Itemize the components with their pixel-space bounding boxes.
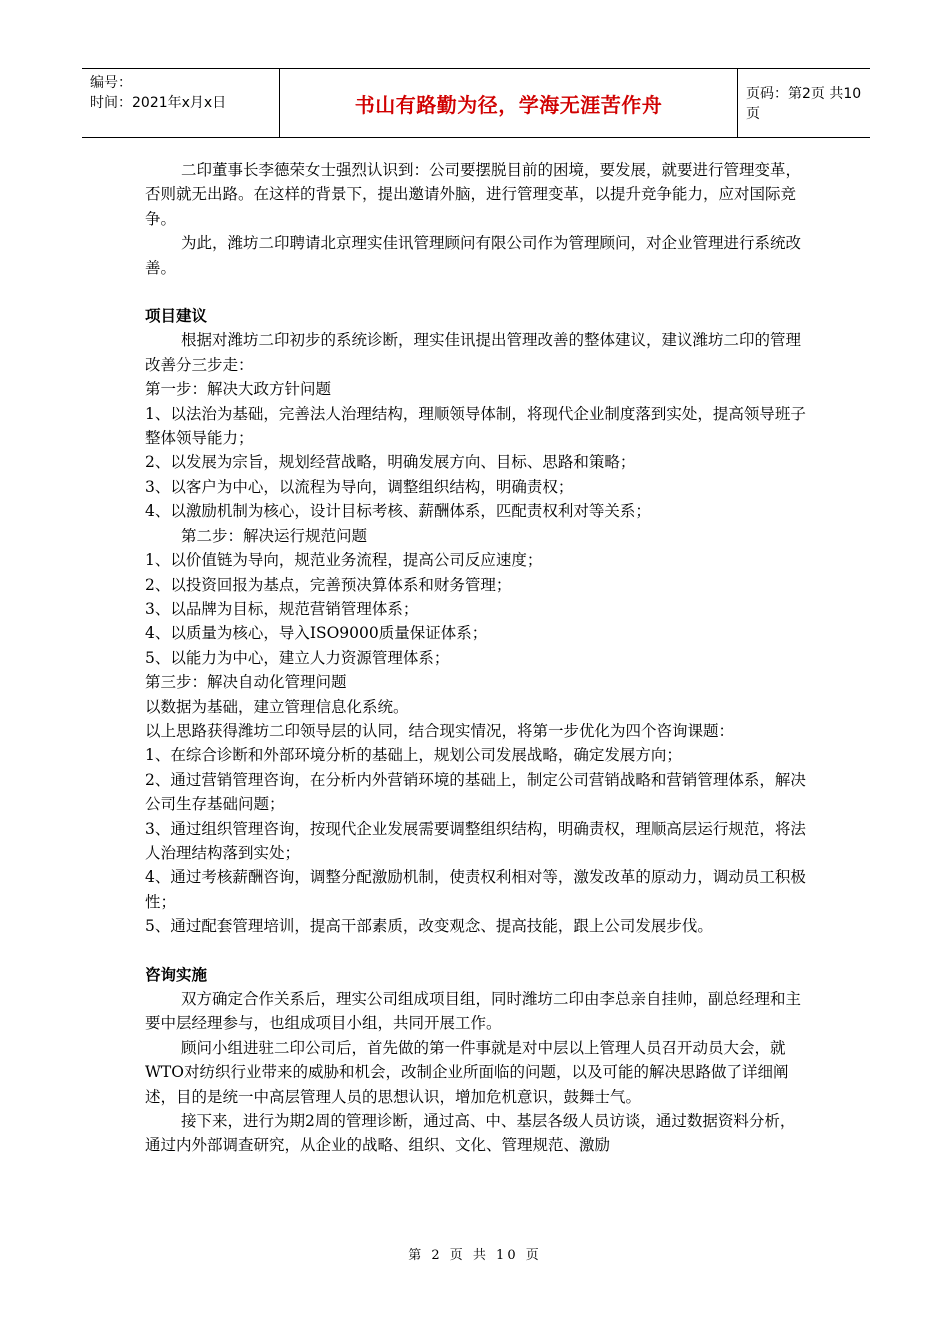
step-title: 第二步：解决运行规范问题 [181, 526, 368, 545]
doc-number-label: 编号： [90, 75, 132, 91]
list-item: 5、通过配套管理培训，提高干部素质，改变观念、提高技能，跟上公司发展步伐。 [145, 917, 713, 936]
paragraph: 顾问小组进驻二印公司后，首先做的第一件事就是对中层以上管理人员召开动员大会，就WTO对纺织行业带来的威胁和机会，改制企业所面临的问题，以及可能的解决思路做了详细阐述，目的是统一中高层管理人员的思想认识，增加危机意识，鼓舞士气。 [145, 1038, 789, 1106]
step-title: 第一步：解决大政方针问题 [145, 380, 332, 399]
list-item: 3、以客户为中心，以流程为导向，调整组织结构，明确责权； [145, 477, 574, 496]
list-item: 4、以质量为核心，导入ISO9000质量保证体系； [145, 624, 488, 643]
list-item: 3、以品牌为目标，规范营销管理体系； [145, 599, 419, 618]
header-page-number: 页码：第2页 共10页 [746, 86, 862, 122]
list-item: 4、以激励机制为核心，设计目标考核、薪酬体系，匹配责权利对等关系； [145, 502, 651, 521]
paragraph: 为此，潍坊二印聘请北京理实佳讯管理顾问有限公司作为管理顾问，对企业管理进行系统改善。 [145, 234, 802, 277]
document-body [145, 158, 807, 1158]
section-heading-implementation: 咨询实施 [145, 965, 208, 984]
doc-date-label: 时间：2021年x月x日 [90, 95, 227, 111]
paragraph: 根据对潍坊二印初步的系统诊断，理实佳讯提出管理改善的整体建议，建议潍坊二印的管理改善分三步走： [145, 331, 802, 374]
list-item: 1、在综合诊断和外部环境分析的基础上，规划公司发展战略，确定发展方向； [145, 746, 682, 765]
paragraph: 以上思路获得潍坊二印领导层的认同，结合现实情况，将第一步优化为四个咨询课题： [145, 721, 735, 740]
list-item: 1、以法治为基础，完善法人治理结构，理顺领导体制，将现代企业制度落到实处，提高领导班子整体领导能力； [145, 404, 806, 448]
paragraph: 双方确定合作关系后，理实公司组成项目组，同时潍坊二印由李总亲自挂帅，副总经理和主要中层经理参与，也组成项目小组，共同开展工作。 [145, 990, 802, 1033]
paragraph: 以数据为基础，建立管理信息化系统。 [145, 697, 409, 716]
page-header [82, 68, 870, 138]
list-item: 1、以价值链为导向，规范业务流程，提高公司反应速度； [145, 551, 543, 570]
list-item: 2、以发展为宗旨，规划经营战略，明确发展方向、目标、思路和策略； [145, 453, 636, 472]
section-heading-proposal: 项目建议 [145, 307, 208, 326]
spacer [145, 939, 807, 963]
list-item: 2、以投资回报为基点，完善预决算体系和财务管理； [145, 575, 512, 594]
list-item: 3、通过组织管理咨询，按现代企业发展需要调整组织结构，明确责权，理顺高层运行规范，将法人治理结构落到实处； [145, 819, 806, 862]
step-title: 第三步：解决自动化管理问题 [145, 673, 347, 692]
header-motto: 书山有路勤为径，学海无涯苦作舟 [354, 92, 663, 117]
paragraph: 二印董事长李德荣女士强烈认识到：公司要摆脱目前的困境，要发展，就要进行管理变革，否则就无出路。在这样的背景下，提出邀请外脑，进行管理变革，以提升竞争能力，应对国际竞争。 [145, 161, 802, 228]
paragraph: 接下来，进行为期2周的管理诊断，通过高、中、基层各级人员访谈，通过数据资料分析，通过内外部调查研究，从企业的战略、组织、文化、管理规范、激励 [145, 1112, 796, 1155]
list-item: 2、通过营销管理咨询，在分析内外营销环境的基础上，制定公司营销战略和营销管理体系，解决公司生存基础问题； [145, 770, 806, 814]
spacer [145, 280, 807, 304]
list-item: 5、以能力为中心，建立人力资源管理体系； [145, 648, 450, 667]
header-meta [82, 69, 280, 137]
page-footer: 第 2 页 共 10 页 [408, 1248, 542, 1263]
list-item: 4、通过考核薪酬咨询，调整分配激励机制，使责权利相对等，激发改革的原动力，调动员工积极性； [145, 868, 806, 911]
header-motto-cell [280, 69, 738, 137]
